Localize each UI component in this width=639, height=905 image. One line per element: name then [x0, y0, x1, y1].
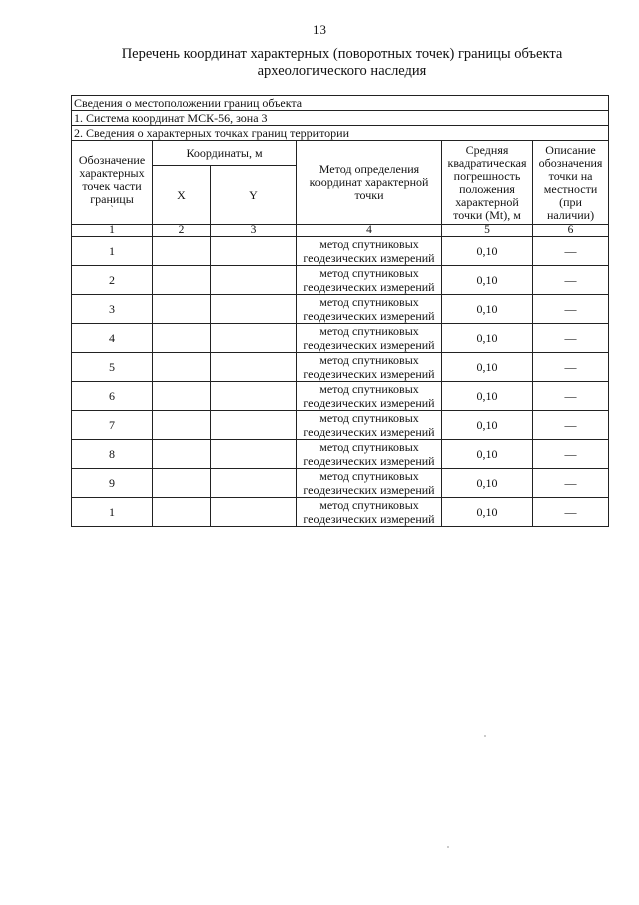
header-designation-text: Обозначение характерных точек части границы — [78, 152, 146, 206]
description: — — [533, 498, 609, 527]
coord-y — [211, 382, 297, 411]
point-number: 1 — [72, 237, 153, 266]
coord-x — [153, 266, 211, 295]
description: — — [533, 295, 609, 324]
method — [297, 237, 442, 266]
title-line-2: археологического наследия — [257, 63, 427, 79]
error-value: 0,10 — [442, 295, 533, 324]
method-line-2: геодезических измерений — [303, 454, 435, 468]
description: — — [533, 382, 609, 411]
column-number: 4 — [297, 225, 442, 237]
coordinate-system: 1. Система координат МСК-56, зона 3 — [72, 111, 609, 126]
coord-y — [211, 469, 297, 498]
table-row — [72, 295, 609, 324]
method-line-2: геодезических измерений — [303, 280, 435, 294]
coord-y — [211, 411, 297, 440]
error-value: 0,10 — [442, 411, 533, 440]
method-line-1: метод спутниковых — [319, 295, 419, 309]
method-line-2: геодезических измерений — [303, 512, 435, 526]
error-value: 0,10 — [442, 382, 533, 411]
method-line-2: геодезических измерений — [303, 367, 435, 381]
description: — — [533, 411, 609, 440]
table-row — [72, 266, 609, 295]
method-line-1: метод спутниковых — [319, 440, 419, 454]
error-value: 0,10 — [442, 353, 533, 382]
header-x: X — [153, 166, 211, 225]
coordinates-table — [71, 95, 609, 527]
method — [297, 498, 442, 527]
method — [297, 353, 442, 382]
table-row — [72, 353, 609, 382]
coord-x — [153, 498, 211, 527]
method-line-1: метод спутниковых — [319, 498, 419, 512]
coord-x — [153, 324, 211, 353]
table-row — [72, 498, 609, 527]
method — [297, 411, 442, 440]
point-number: 2 — [72, 266, 153, 295]
method — [297, 382, 442, 411]
coord-x — [153, 469, 211, 498]
coord-x — [153, 440, 211, 469]
method-line-1: метод спутниковых — [319, 382, 419, 396]
point-number: 9 — [72, 469, 153, 498]
error-value: 0,10 — [442, 440, 533, 469]
column-number: 6 — [533, 225, 609, 237]
description: — — [533, 469, 609, 498]
table-row — [72, 411, 609, 440]
column-number: 5 — [442, 225, 533, 237]
coord-x — [153, 237, 211, 266]
coord-y — [211, 440, 297, 469]
coord-y — [211, 295, 297, 324]
scan-speck — [447, 846, 449, 848]
coord-y — [211, 237, 297, 266]
method — [297, 295, 442, 324]
header-description: Описание обозначения точки на местности (при наличии) — [533, 141, 609, 225]
column-number: 3 — [211, 225, 297, 237]
header-designation-mark: ` — [110, 203, 114, 214]
coord-x — [153, 353, 211, 382]
method-line-2: геодезических измерений — [303, 396, 435, 410]
document-title — [92, 46, 592, 80]
table-row — [72, 440, 609, 469]
table-row — [72, 324, 609, 353]
method-line-2: геодезических измерений — [303, 338, 435, 352]
method-line-2: геодезических измерений — [303, 309, 435, 323]
method-line-1: метод спутниковых — [319, 411, 419, 425]
point-number: 8 — [72, 440, 153, 469]
point-number: 7 — [72, 411, 153, 440]
description: — — [533, 237, 609, 266]
column-number: 1 — [72, 225, 153, 237]
coord-y — [211, 266, 297, 295]
header-y: Y — [211, 166, 297, 225]
scan-speck — [484, 735, 486, 737]
method-line-2: геодезических измерений — [303, 425, 435, 439]
table-row — [72, 382, 609, 411]
header-method: Метод определения координат характерной точки — [297, 141, 442, 225]
coord-x — [153, 382, 211, 411]
coord-y — [211, 324, 297, 353]
method-line-1: метод спутниковых — [319, 353, 419, 367]
method-line-1: метод спутниковых — [319, 237, 419, 251]
description: — — [533, 324, 609, 353]
title-line-1: Перечень координат характерных (поворотных точек) границы объекта — [121, 46, 563, 62]
error-value: 0,10 — [442, 237, 533, 266]
header-coordinates: Координаты, м — [153, 141, 297, 166]
coord-x — [153, 411, 211, 440]
method-line-2: геодезических измерений — [303, 251, 435, 265]
point-number: 3 — [72, 295, 153, 324]
page-number: 13 — [313, 22, 326, 37]
coord-x — [153, 295, 211, 324]
method — [297, 266, 442, 295]
method-line-1: метод спутниковых — [319, 469, 419, 483]
method — [297, 469, 442, 498]
description: — — [533, 440, 609, 469]
header-designation — [72, 141, 153, 225]
table-row — [72, 469, 609, 498]
point-number: 1 — [72, 498, 153, 527]
coord-y — [211, 353, 297, 382]
error-value: 0,10 — [442, 324, 533, 353]
point-number: 4 — [72, 324, 153, 353]
coord-y — [211, 498, 297, 527]
points-info: 2. Сведения о характерных точках границ территории — [72, 126, 609, 141]
method — [297, 324, 442, 353]
point-number: 6 — [72, 382, 153, 411]
description: — — [533, 266, 609, 295]
description: — — [533, 353, 609, 382]
section-location: Сведения о местоположении границ объекта — [72, 96, 609, 111]
method — [297, 440, 442, 469]
method-line-2: геодезических измерений — [303, 483, 435, 497]
column-number: 2 — [153, 225, 211, 237]
point-number: 5 — [72, 353, 153, 382]
error-value: 0,10 — [442, 469, 533, 498]
method-line-1: метод спутниковых — [319, 266, 419, 280]
header-error: Средняя квадратическая погрешность положения характерной точки (Mt), м — [442, 141, 533, 225]
error-value: 0,10 — [442, 266, 533, 295]
method-line-1: метод спутниковых — [319, 324, 419, 338]
table-row — [72, 237, 609, 266]
error-value: 0,10 — [442, 498, 533, 527]
